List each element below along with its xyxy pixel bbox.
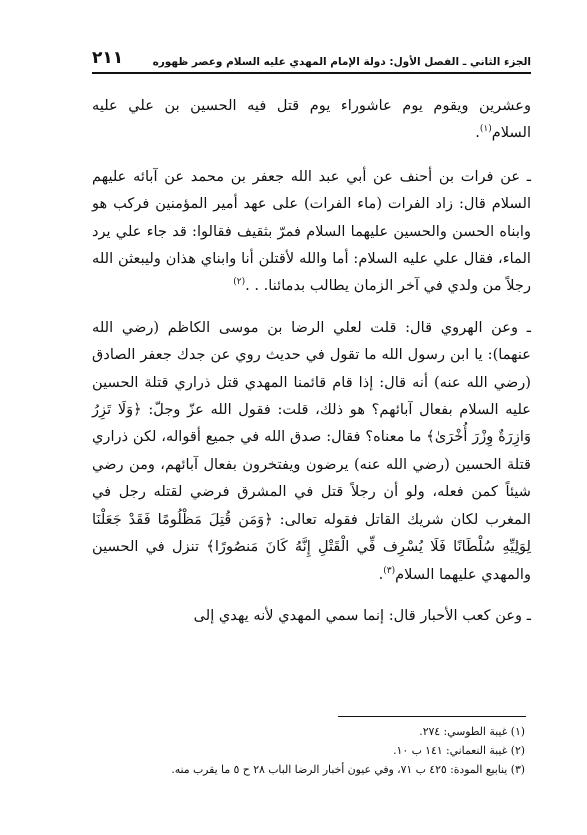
page-header: [92, 44, 531, 68]
main-text: [92, 92, 531, 643]
paragraph-text: ـ وعن كعب الأحبار قال: إنما سمي المهدي لأنه يهدي إلى: [193, 606, 531, 624]
running-title: الجزء الثاني ـ الفصل الأول: دولة الإمام المهدي عليه السلام وعصر ظهوره: [152, 56, 531, 68]
paragraph-text: وعشرين ويقوم يوم عاشوراء يوم قتل فيه الحسين بن علي عليه السلام: [92, 97, 531, 142]
header-rule: [92, 72, 531, 74]
paragraph: [92, 163, 531, 300]
footnote-marker: (٢): [233, 277, 246, 288]
footnote-marker: (٣): [383, 565, 396, 576]
paragraph-ending: .: [475, 124, 480, 142]
paragraph: [92, 602, 531, 629]
footnote: (١) غيبة الطوسي: ٢٧٤.: [419, 725, 525, 738]
paragraph-text: ـ عن فرات بن أحنف عن أبي عبد الله جعفر بن محمد عن آبائه عليهم السلام قال: زاد الفرات (ماء الفرات) على عهد أمير المؤمنين فركب هو وابناه الحسن والحسين عليهما السلام فمرّ بثقيف فقالوا: قد جاء علي يرد الماء، فقال علي عليه السلام: أما والله لأقتلن أنا وابناي هذان وليبعثن الله رجلاً من ولدي في آخر الزمان يطالب بدمائنا. . .: [92, 167, 531, 295]
paragraph-ending: .: [378, 565, 384, 583]
footnote-marker: (١): [479, 124, 492, 135]
paragraph: [92, 314, 531, 588]
footnote: (٣) ينابيع المودة: ٤٢٥ ب ٧١، وفي عيون أخبار الرضا الباب ٢٨ ح ٥ ما يقرب منه.: [171, 763, 525, 776]
paragraph-text: ـ وعن الهروي قال: قلت لعلي الرضا بن موسى الكاظم (رضي الله عنهما): يا ابن رسول الله ما تقول في حديث روي عن جدك جعفر الصادق (رضي الله عنه) أنه قال: إذا قام قائمنا المهدي قتل ذراري قتلة الحسين عليه السلام بفعال آبائهم؟ هو ذلك، قلت: فقول الله عزّ وجلّ: ﴿وَلَا تَزِرُ وَازِرَةٌ وِزْرَ أُخْرَىٰ﴾ ما معناه؟ فقال: صدق الله في جميع أقواله، لكن ذراري قتلة الحسين (رضي الله عنه) يرضون ويفتخرون بفعال آبائهم، ومن رضي شيئاً كمن فعله، ولو أن رجلاً قتل في المشرق فرضي لقتله رجل في المغرب لكان شريك القاتل فقوله تعالى: ﴿وَمَن قُتِلَ مَظْلُومًا فَقَدْ جَعَلْنَا لِوَلِيِّهِ سُلْطَانًا فَلَا يُسْرِف فِّي الْقَتْلِ إِنَّهُ كَانَ مَنصُورًا﴾ تنزل في الحسين والمهدي عليهما السلام: [92, 318, 531, 583]
footnote-rule: [338, 716, 526, 717]
footnote: (٢) غيبة النعماني: ١٤١ ب ١٠.: [393, 744, 525, 757]
paragraph: [92, 92, 531, 147]
footnotes: [92, 722, 525, 779]
page-number: ٢١١: [92, 48, 124, 68]
